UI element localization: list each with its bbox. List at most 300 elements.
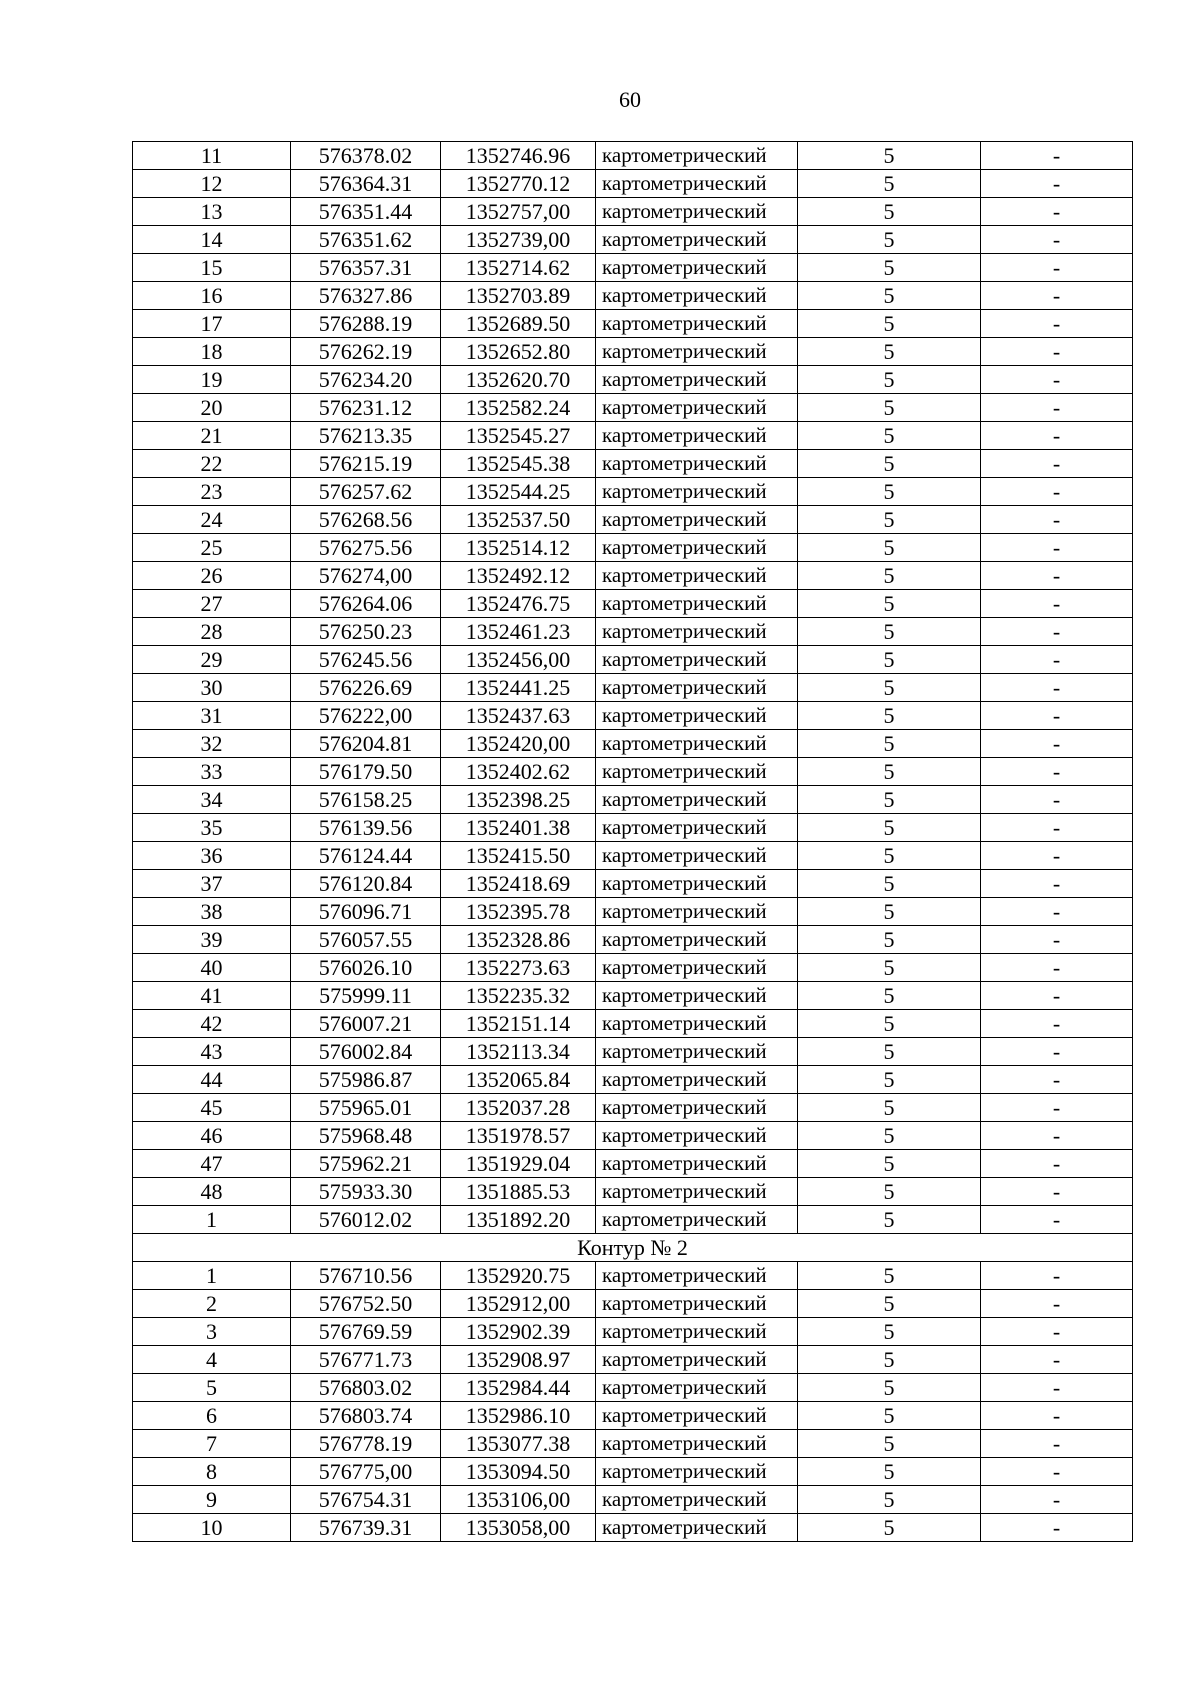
point-number-cell: 28 xyxy=(133,618,291,646)
x-coordinate-cell: 576096.71 xyxy=(291,898,441,926)
y-coordinate-cell: 1352689.50 xyxy=(441,310,596,338)
point-number-cell: 32 xyxy=(133,730,291,758)
note-cell: - xyxy=(981,282,1133,310)
y-coordinate-cell: 1352492.12 xyxy=(441,562,596,590)
note-cell: - xyxy=(981,1374,1133,1402)
point-number-cell: 8 xyxy=(133,1458,291,1486)
y-coordinate-cell: 1352582.24 xyxy=(441,394,596,422)
method-cell: картометрический xyxy=(596,534,798,562)
y-coordinate-cell: 1352065.84 xyxy=(441,1066,596,1094)
x-coordinate-cell: 576026.10 xyxy=(291,954,441,982)
table-row xyxy=(133,1318,1133,1346)
point-number-cell: 1 xyxy=(133,1206,291,1234)
y-coordinate-cell: 1352703.89 xyxy=(441,282,596,310)
accuracy-cell: 5 xyxy=(798,534,981,562)
table-row xyxy=(133,226,1133,254)
table-row xyxy=(133,422,1133,450)
accuracy-cell: 5 xyxy=(798,142,981,170)
x-coordinate-cell: 576007.21 xyxy=(291,1010,441,1038)
x-coordinate-cell: 575999.11 xyxy=(291,982,441,1010)
y-coordinate-cell: 1352420,00 xyxy=(441,730,596,758)
note-cell: - xyxy=(981,450,1133,478)
accuracy-cell: 5 xyxy=(798,1038,981,1066)
y-coordinate-cell: 1352757,00 xyxy=(441,198,596,226)
table-row xyxy=(133,1178,1133,1206)
page-number: 60 xyxy=(619,87,641,112)
x-coordinate-cell: 576378.02 xyxy=(291,142,441,170)
x-coordinate-cell: 576012.02 xyxy=(291,1206,441,1234)
accuracy-cell: 5 xyxy=(798,366,981,394)
y-coordinate-cell: 1352544.25 xyxy=(441,478,596,506)
table-row xyxy=(133,1262,1133,1290)
method-cell: картометрический xyxy=(596,1318,798,1346)
y-coordinate-cell: 1352441.25 xyxy=(441,674,596,702)
table-row xyxy=(133,1066,1133,1094)
method-cell: картометрический xyxy=(596,1178,798,1206)
note-cell: - xyxy=(981,1094,1133,1122)
x-coordinate-cell: 576775,00 xyxy=(291,1458,441,1486)
note-cell: - xyxy=(981,422,1133,450)
note-cell: - xyxy=(981,842,1133,870)
table-row xyxy=(133,646,1133,674)
method-cell: картометрический xyxy=(596,394,798,422)
y-coordinate-cell: 1353058,00 xyxy=(441,1514,596,1542)
accuracy-cell: 5 xyxy=(798,842,981,870)
table-row xyxy=(133,618,1133,646)
table-row xyxy=(133,366,1133,394)
table-row xyxy=(133,1234,1133,1262)
note-cell: - xyxy=(981,1402,1133,1430)
x-coordinate-cell: 575968.48 xyxy=(291,1122,441,1150)
point-number-cell: 31 xyxy=(133,702,291,730)
point-number-cell: 14 xyxy=(133,226,291,254)
y-coordinate-cell: 1352235.32 xyxy=(441,982,596,1010)
y-coordinate-cell: 1352902.39 xyxy=(441,1318,596,1346)
note-cell: - xyxy=(981,674,1133,702)
table-row xyxy=(133,1206,1133,1234)
table-row xyxy=(133,1150,1133,1178)
point-number-cell: 19 xyxy=(133,366,291,394)
accuracy-cell: 5 xyxy=(798,758,981,786)
table-row xyxy=(133,758,1133,786)
y-coordinate-cell: 1352418.69 xyxy=(441,870,596,898)
accuracy-cell: 5 xyxy=(798,702,981,730)
accuracy-cell: 5 xyxy=(798,450,981,478)
coordinates-table xyxy=(132,141,1133,1542)
point-number-cell: 17 xyxy=(133,310,291,338)
method-cell: картометрический xyxy=(596,1150,798,1178)
y-coordinate-cell: 1352113.34 xyxy=(441,1038,596,1066)
accuracy-cell: 5 xyxy=(798,590,981,618)
method-cell: картометрический xyxy=(596,926,798,954)
point-number-cell: 27 xyxy=(133,590,291,618)
note-cell: - xyxy=(981,786,1133,814)
point-number-cell: 33 xyxy=(133,758,291,786)
x-coordinate-cell: 576351.44 xyxy=(291,198,441,226)
table-row xyxy=(133,590,1133,618)
note-cell: - xyxy=(981,198,1133,226)
contour-2-heading-row xyxy=(133,1234,1133,1262)
note-cell: - xyxy=(981,870,1133,898)
accuracy-cell: 5 xyxy=(798,1514,981,1542)
note-cell: - xyxy=(981,1514,1133,1542)
note-cell: - xyxy=(981,1010,1133,1038)
point-number-cell: 29 xyxy=(133,646,291,674)
method-cell: картометрический xyxy=(596,282,798,310)
note-cell: - xyxy=(981,366,1133,394)
table-row xyxy=(133,674,1133,702)
method-cell: картометрический xyxy=(596,1486,798,1514)
point-number-cell: 3 xyxy=(133,1318,291,1346)
y-coordinate-cell: 1352328.86 xyxy=(441,926,596,954)
point-number-cell: 18 xyxy=(133,338,291,366)
table-row xyxy=(133,1458,1133,1486)
y-coordinate-cell: 1352770.12 xyxy=(441,170,596,198)
note-cell: - xyxy=(981,730,1133,758)
accuracy-cell: 5 xyxy=(798,562,981,590)
table-row xyxy=(133,198,1133,226)
accuracy-cell: 5 xyxy=(798,1486,981,1514)
point-number-cell: 9 xyxy=(133,1486,291,1514)
accuracy-cell: 5 xyxy=(798,226,981,254)
x-coordinate-cell: 576364.31 xyxy=(291,170,441,198)
point-number-cell: 40 xyxy=(133,954,291,982)
x-coordinate-cell: 576754.31 xyxy=(291,1486,441,1514)
x-coordinate-cell: 576226.69 xyxy=(291,674,441,702)
table-row xyxy=(133,1122,1133,1150)
table-row xyxy=(133,254,1133,282)
accuracy-cell: 5 xyxy=(798,1346,981,1374)
point-number-cell: 44 xyxy=(133,1066,291,1094)
contour-2-heading: Контур № 2 xyxy=(133,1234,1133,1262)
accuracy-cell: 5 xyxy=(798,1150,981,1178)
accuracy-cell: 5 xyxy=(798,1458,981,1486)
note-cell: - xyxy=(981,1458,1133,1486)
y-coordinate-cell: 1352620.70 xyxy=(441,366,596,394)
point-number-cell: 37 xyxy=(133,870,291,898)
table-row xyxy=(133,1514,1133,1542)
accuracy-cell: 5 xyxy=(798,786,981,814)
method-cell: картометрический xyxy=(596,954,798,982)
y-coordinate-cell: 1353077.38 xyxy=(441,1430,596,1458)
table-row xyxy=(133,954,1133,982)
method-cell: картометрический xyxy=(596,618,798,646)
point-number-cell: 4 xyxy=(133,1346,291,1374)
x-coordinate-cell: 576234.20 xyxy=(291,366,441,394)
note-cell: - xyxy=(981,1038,1133,1066)
y-coordinate-cell: 1351929.04 xyxy=(441,1150,596,1178)
accuracy-cell: 5 xyxy=(798,1066,981,1094)
point-number-cell: 43 xyxy=(133,1038,291,1066)
table-row xyxy=(133,1402,1133,1430)
method-cell: картометрический xyxy=(596,1374,798,1402)
method-cell: картометрический xyxy=(596,758,798,786)
point-number-cell: 25 xyxy=(133,534,291,562)
method-cell: картометрический xyxy=(596,338,798,366)
accuracy-cell: 5 xyxy=(798,282,981,310)
x-coordinate-cell: 576268.56 xyxy=(291,506,441,534)
x-coordinate-cell: 576710.56 xyxy=(291,1262,441,1290)
x-coordinate-cell: 576752.50 xyxy=(291,1290,441,1318)
table-row xyxy=(133,478,1133,506)
table-row xyxy=(133,982,1133,1010)
note-cell: - xyxy=(981,338,1133,366)
table-row xyxy=(133,338,1133,366)
x-coordinate-cell: 576769.59 xyxy=(291,1318,441,1346)
y-coordinate-cell: 1352398.25 xyxy=(441,786,596,814)
method-cell: картометрический xyxy=(596,142,798,170)
x-coordinate-cell: 576158.25 xyxy=(291,786,441,814)
x-coordinate-cell: 576357.31 xyxy=(291,254,441,282)
accuracy-cell: 5 xyxy=(798,1402,981,1430)
accuracy-cell: 5 xyxy=(798,478,981,506)
method-cell: картометрический xyxy=(596,1430,798,1458)
method-cell: картометрический xyxy=(596,1094,798,1122)
table-row xyxy=(133,310,1133,338)
note-cell: - xyxy=(981,1430,1133,1458)
method-cell: картометрический xyxy=(596,1010,798,1038)
x-coordinate-cell: 576803.02 xyxy=(291,1374,441,1402)
x-coordinate-cell: 576288.19 xyxy=(291,310,441,338)
y-coordinate-cell: 1352151.14 xyxy=(441,1010,596,1038)
point-number-cell: 24 xyxy=(133,506,291,534)
table-row xyxy=(133,1374,1133,1402)
point-number-cell: 23 xyxy=(133,478,291,506)
point-number-cell: 11 xyxy=(133,142,291,170)
point-number-cell: 39 xyxy=(133,926,291,954)
method-cell: картометрический xyxy=(596,730,798,758)
contour-1-rows xyxy=(133,142,1133,1234)
accuracy-cell: 5 xyxy=(798,814,981,842)
x-coordinate-cell: 576275.56 xyxy=(291,534,441,562)
table-row xyxy=(133,1290,1133,1318)
point-number-cell: 30 xyxy=(133,674,291,702)
accuracy-cell: 5 xyxy=(798,1262,981,1290)
method-cell: картометрический xyxy=(596,506,798,534)
x-coordinate-cell: 575962.21 xyxy=(291,1150,441,1178)
note-cell: - xyxy=(981,394,1133,422)
point-number-cell: 15 xyxy=(133,254,291,282)
table-row xyxy=(133,282,1133,310)
accuracy-cell: 5 xyxy=(798,1290,981,1318)
accuracy-cell: 5 xyxy=(798,982,981,1010)
note-cell: - xyxy=(981,758,1133,786)
table-row xyxy=(133,702,1133,730)
table-row xyxy=(133,1346,1133,1374)
x-coordinate-cell: 576120.84 xyxy=(291,870,441,898)
contour-2-rows xyxy=(133,1262,1133,1542)
y-coordinate-cell: 1352912,00 xyxy=(441,1290,596,1318)
point-number-cell: 16 xyxy=(133,282,291,310)
note-cell: - xyxy=(981,1290,1133,1318)
method-cell: картометрический xyxy=(596,870,798,898)
table-row xyxy=(133,870,1133,898)
x-coordinate-cell: 576124.44 xyxy=(291,842,441,870)
note-cell: - xyxy=(981,310,1133,338)
table-row xyxy=(133,450,1133,478)
accuracy-cell: 5 xyxy=(798,422,981,450)
y-coordinate-cell: 1352476.75 xyxy=(441,590,596,618)
accuracy-cell: 5 xyxy=(798,646,981,674)
y-coordinate-cell: 1351978.57 xyxy=(441,1122,596,1150)
method-cell: картометрический xyxy=(596,1402,798,1430)
point-number-cell: 1 xyxy=(133,1262,291,1290)
y-coordinate-cell: 1352395.78 xyxy=(441,898,596,926)
method-cell: картометрический xyxy=(596,1038,798,1066)
note-cell: - xyxy=(981,1318,1133,1346)
y-coordinate-cell: 1351885.53 xyxy=(441,1178,596,1206)
y-coordinate-cell: 1352273.63 xyxy=(441,954,596,982)
method-cell: картометрический xyxy=(596,1122,798,1150)
table-row xyxy=(133,730,1133,758)
x-coordinate-cell: 576245.56 xyxy=(291,646,441,674)
accuracy-cell: 5 xyxy=(798,1094,981,1122)
accuracy-cell: 5 xyxy=(798,338,981,366)
y-coordinate-cell: 1352739,00 xyxy=(441,226,596,254)
table-row xyxy=(133,898,1133,926)
note-cell: - xyxy=(981,1066,1133,1094)
accuracy-cell: 5 xyxy=(798,170,981,198)
note-cell: - xyxy=(981,478,1133,506)
method-cell: картометрический xyxy=(596,1514,798,1542)
method-cell: картометрический xyxy=(596,198,798,226)
point-number-cell: 26 xyxy=(133,562,291,590)
method-cell: картометрический xyxy=(596,1346,798,1374)
table-row xyxy=(133,1038,1133,1066)
note-cell: - xyxy=(981,982,1133,1010)
method-cell: картометрический xyxy=(596,562,798,590)
point-number-cell: 36 xyxy=(133,842,291,870)
method-cell: картометрический xyxy=(596,814,798,842)
x-coordinate-cell: 575986.87 xyxy=(291,1066,441,1094)
point-number-cell: 34 xyxy=(133,786,291,814)
method-cell: картометрический xyxy=(596,786,798,814)
table-row xyxy=(133,1094,1133,1122)
note-cell: - xyxy=(981,142,1133,170)
accuracy-cell: 5 xyxy=(798,954,981,982)
note-cell: - xyxy=(981,1486,1133,1514)
method-cell: картометрический xyxy=(596,1290,798,1318)
method-cell: картометрический xyxy=(596,842,798,870)
x-coordinate-cell: 576179.50 xyxy=(291,758,441,786)
table-row xyxy=(133,534,1133,562)
note-cell: - xyxy=(981,814,1133,842)
point-number-cell: 5 xyxy=(133,1374,291,1402)
method-cell: картометрический xyxy=(596,254,798,282)
x-coordinate-cell: 575965.01 xyxy=(291,1094,441,1122)
table-row xyxy=(133,142,1133,170)
method-cell: картометрический xyxy=(596,478,798,506)
y-coordinate-cell: 1352746.96 xyxy=(441,142,596,170)
method-cell: картометрический xyxy=(596,1458,798,1486)
y-coordinate-cell: 1352652.80 xyxy=(441,338,596,366)
method-cell: картометрический xyxy=(596,310,798,338)
table-row xyxy=(133,926,1133,954)
x-coordinate-cell: 576739.31 xyxy=(291,1514,441,1542)
point-number-cell: 21 xyxy=(133,422,291,450)
accuracy-cell: 5 xyxy=(798,870,981,898)
note-cell: - xyxy=(981,506,1133,534)
method-cell: картометрический xyxy=(596,702,798,730)
note-cell: - xyxy=(981,1262,1133,1290)
table-row xyxy=(133,786,1133,814)
accuracy-cell: 5 xyxy=(798,898,981,926)
accuracy-cell: 5 xyxy=(798,1178,981,1206)
point-number-cell: 20 xyxy=(133,394,291,422)
method-cell: картометрический xyxy=(596,422,798,450)
x-coordinate-cell: 576057.55 xyxy=(291,926,441,954)
point-number-cell: 47 xyxy=(133,1150,291,1178)
method-cell: картометрический xyxy=(596,1066,798,1094)
y-coordinate-cell: 1352461.23 xyxy=(441,618,596,646)
y-coordinate-cell: 1352402.62 xyxy=(441,758,596,786)
table-row xyxy=(133,562,1133,590)
y-coordinate-cell: 1352037.28 xyxy=(441,1094,596,1122)
note-cell: - xyxy=(981,646,1133,674)
note-cell: - xyxy=(981,590,1133,618)
accuracy-cell: 5 xyxy=(798,254,981,282)
table-row xyxy=(133,394,1133,422)
x-coordinate-cell: 576250.23 xyxy=(291,618,441,646)
x-coordinate-cell: 576351.62 xyxy=(291,226,441,254)
x-coordinate-cell: 576327.86 xyxy=(291,282,441,310)
accuracy-cell: 5 xyxy=(798,506,981,534)
x-coordinate-cell: 575933.30 xyxy=(291,1178,441,1206)
accuracy-cell: 5 xyxy=(798,1206,981,1234)
y-coordinate-cell: 1352415.50 xyxy=(441,842,596,870)
table-row xyxy=(133,842,1133,870)
point-number-cell: 12 xyxy=(133,170,291,198)
x-coordinate-cell: 576778.19 xyxy=(291,1430,441,1458)
table-row xyxy=(133,1430,1133,1458)
point-number-cell: 13 xyxy=(133,198,291,226)
y-coordinate-cell: 1352514.12 xyxy=(441,534,596,562)
accuracy-cell: 5 xyxy=(798,1374,981,1402)
y-coordinate-cell: 1352545.38 xyxy=(441,450,596,478)
note-cell: - xyxy=(981,254,1133,282)
method-cell: картометрический xyxy=(596,646,798,674)
method-cell: картометрический xyxy=(596,674,798,702)
accuracy-cell: 5 xyxy=(798,674,981,702)
y-coordinate-cell: 1352537.50 xyxy=(441,506,596,534)
method-cell: картометрический xyxy=(596,1206,798,1234)
method-cell: картометрический xyxy=(596,590,798,618)
note-cell: - xyxy=(981,170,1133,198)
x-coordinate-cell: 576002.84 xyxy=(291,1038,441,1066)
point-number-cell: 46 xyxy=(133,1122,291,1150)
y-coordinate-cell: 1353106,00 xyxy=(441,1486,596,1514)
x-coordinate-cell: 576274,00 xyxy=(291,562,441,590)
method-cell: картометрический xyxy=(596,1262,798,1290)
note-cell: - xyxy=(981,618,1133,646)
x-coordinate-cell: 576204.81 xyxy=(291,730,441,758)
method-cell: картометрический xyxy=(596,226,798,254)
x-coordinate-cell: 576262.19 xyxy=(291,338,441,366)
y-coordinate-cell: 1352545.27 xyxy=(441,422,596,450)
note-cell: - xyxy=(981,534,1133,562)
method-cell: картометрический xyxy=(596,170,798,198)
x-coordinate-cell: 576257.62 xyxy=(291,478,441,506)
table-row xyxy=(133,814,1133,842)
y-coordinate-cell: 1352456,00 xyxy=(441,646,596,674)
note-cell: - xyxy=(981,954,1133,982)
table-row xyxy=(133,506,1133,534)
x-coordinate-cell: 576222,00 xyxy=(291,702,441,730)
x-coordinate-cell: 576213.35 xyxy=(291,422,441,450)
accuracy-cell: 5 xyxy=(798,1122,981,1150)
method-cell: картометрический xyxy=(596,982,798,1010)
note-cell: - xyxy=(981,1206,1133,1234)
